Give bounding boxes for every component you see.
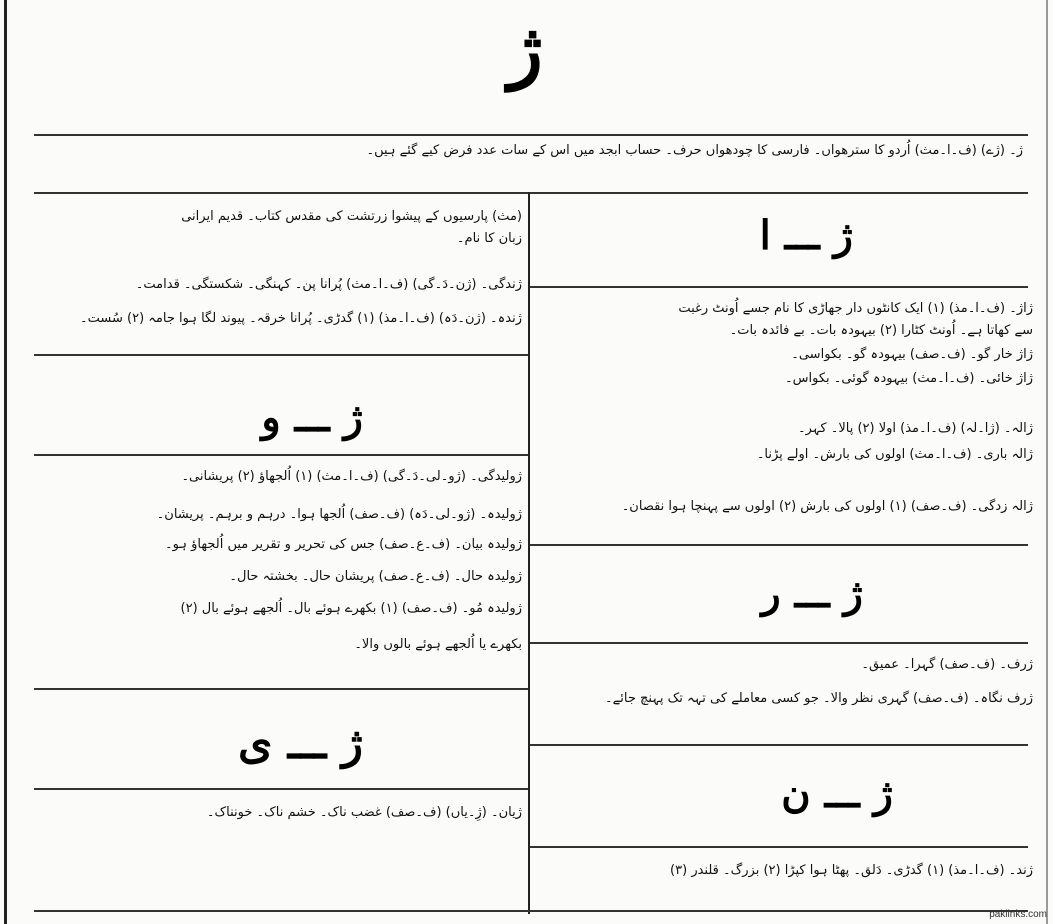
rule-zha-vao-bottom (34, 454, 528, 456)
entry-zha-vao-6: بکھرے یا اُلجھے ہوئے بالوں والا۔ (354, 637, 522, 652)
entry-zhand-4: ژندہ۔ (ژن۔دَہ) (ف۔ا۔مذ) (۱) گدڑی۔ پُرانا خرقہ۔ پیوند لگا ہوا جامہ (۲) سُست۔ (80, 311, 522, 326)
section-heading-zha-ra: ژ ـــ ر (761, 570, 863, 617)
entry-zhand-2: زبان کا نام۔ (456, 231, 522, 246)
watermark-footer: paklinks.com (989, 909, 1047, 920)
entry-zha-ra-1: ژرف۔ (ف۔صف) گہرا۔ عمیق۔ (861, 657, 1033, 672)
rule-page-bottom (34, 910, 1028, 912)
column-divider (528, 192, 530, 914)
rule-zha-alif (530, 286, 1028, 288)
entry-zha-alif-6: ژالہ باری۔ (ف۔ا۔مث) اولوں کی بارش۔ اولے پڑنا۔ (756, 447, 1033, 462)
entry-zha-alif-7: ژالہ زدگی۔ (ف۔صف) (۱) اولوں کی بارش (۲) اولوں سے پہنچا ہوا نقصان۔ (621, 499, 1033, 514)
page-left-border (4, 0, 7, 924)
rule-zha-nun-top (530, 744, 1028, 746)
entry-zha-alif-5: ژالہ۔ (ژا۔لہ) (ف۔ا۔مذ) اولا (۲) پالا۔ کہر۔ (797, 421, 1033, 436)
entry-zhand-1: (مث) پارسیوں کے پیشوا زرتشت کی مقدس کتاب۔ قدیم ایرانی (181, 209, 522, 224)
entry-zha-alif-2: سے کھاتا ہے۔ اُونٹ کٹارا (۲) بیہودہ بات۔ بے فائدہ بات۔ (729, 323, 1033, 338)
entry-zha-vao-3: ژولیدہ بیان۔ (ف۔ع۔صف) جس کی تحریر و تقریر میں اُلجھاؤ ہو۔ (165, 537, 522, 552)
entry-zha-vao-2: ژولیدہ۔ (ژو۔لی۔دَہ) (ف۔صف) اُلجھا ہوا۔ درہم و برہم۔ پریشان۔ (156, 507, 522, 522)
page-right-border (1046, 0, 1048, 924)
title-letter: ژ (508, 6, 543, 91)
rule-zha-nun-bottom (530, 846, 1028, 848)
section-heading-zha-ye: ژ ـــ ی (238, 718, 363, 769)
section-heading-zha-alif: ژ ـــ ا (759, 212, 853, 259)
intro-text: ژ۔ (ژے) (ف۔ا۔مث) اُردو کا سترھواں۔ فارسی کا چودھواں حرف۔ حساب ابجد میں اس کے سات عدد فرض کیے گئے ہیں۔ (366, 143, 1023, 158)
section-heading-zha-vao: ژ ـــ و (261, 394, 363, 441)
entry-zha-vao-4: ژولیدہ حال۔ (ف۔ع۔صف) پریشان حال۔ بخشتہ حال۔ (229, 569, 522, 584)
entry-zha-nun-1: ژند۔ (ف۔ا۔مذ) (۱) گدڑی۔ دَلق۔ پھٹا ہوا کپڑا (۲) بزرگ۔ قلندر (۳) (670, 863, 1033, 878)
entry-zha-vao-5: ژولیدہ مُو۔ (ف۔صف) (۱) بکھرے ہوئے بال۔ اُلجھے ہوئے بال (۲) (180, 601, 522, 616)
entry-zha-alif-1: ژاژ۔ (ف۔ا۔مذ) (۱) ایک کانٹوں دار جھاڑی کا نام جسے اُونٹ رغبت (678, 301, 1033, 316)
rule-zha-ra-top (530, 544, 1028, 546)
rule-zha-ye-top (34, 688, 528, 690)
entry-zha-alif-3: ژاژ خار گو۔ (ف۔صف) بیہودہ گو۔ بکواسی۔ (791, 347, 1033, 362)
entry-zha-ye-1: ژیان۔ (ژِ۔یاں) (ف۔صف) غضب ناک۔ خشم ناک۔ خونناک۔ (206, 805, 522, 820)
rule-zha-ye-bottom (34, 788, 528, 790)
intro-bottom-rule (34, 192, 1028, 194)
rule-zha-ra-bottom (530, 642, 1028, 644)
section-heading-zha-nun: ژ ـــ ن (781, 770, 893, 817)
rule-zha-vao-top (34, 354, 528, 356)
entry-zha-alif-4: ژاژ خائی۔ (ف۔ا۔مث) بیہودہ گوئی۔ بکواس۔ (785, 371, 1033, 386)
entry-zha-vao-1: ژولیدگی۔ (ژو۔لی۔دَ۔گی) (ف۔ا۔مث) (۱) اُلجھاؤ (۲) پریشانی۔ (181, 469, 522, 484)
entry-zhand-3: ژندگی۔ (ژن۔دَ۔گی) (ف۔ا۔مث) پُرانا پن۔ کہنگی۔ شکستگی۔ قدامت۔ (135, 277, 522, 292)
entry-zha-ra-2: ژرف نگاہ۔ (ف۔صف) گہری نظر والا۔ جو کسی معاملے کی تہہ تک پہنچ جائے۔ (605, 691, 1033, 706)
intro-top-rule (34, 134, 1028, 136)
